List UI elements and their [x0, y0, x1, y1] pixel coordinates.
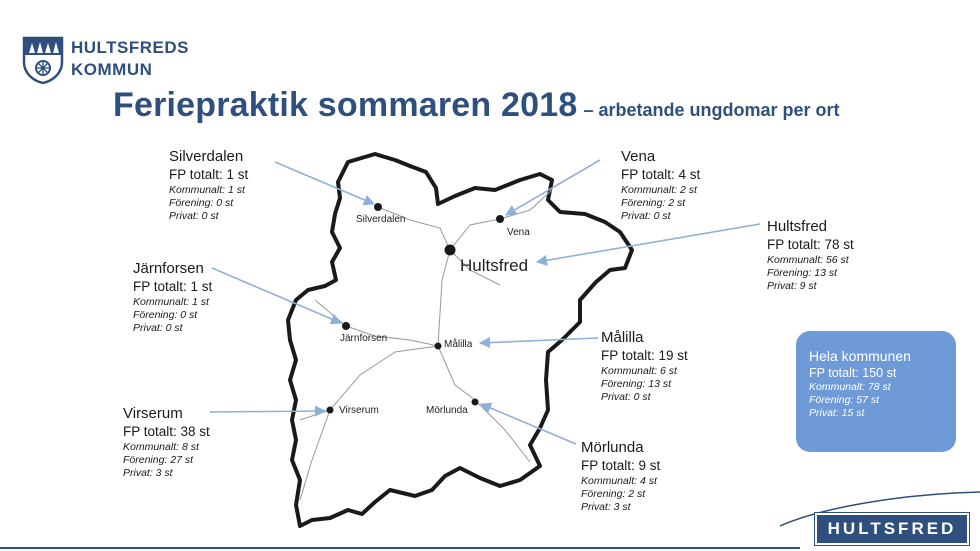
callout-privat: Privat: 0 st: [601, 390, 651, 403]
arrow-morlunda: [481, 404, 576, 444]
callout-name: Järnforsen: [133, 260, 204, 277]
callout-name: Virserum: [123, 405, 183, 422]
town-label-hultsfred: Hultsfred: [460, 256, 529, 275]
callout-morlunda: [581, 439, 660, 514]
summary-kommunalt: Kommunalt: 78 st: [809, 381, 891, 394]
arrow-virserum: [210, 411, 325, 412]
town-dot-vena: [496, 215, 504, 223]
town-label-virserum: Virserum: [339, 405, 379, 416]
callout-kommunalt: Kommunalt: 1 st: [169, 183, 245, 196]
town-dot-malilla: [435, 343, 442, 350]
callout-name: Silverdalen: [169, 148, 244, 165]
summary-privat: Privat: 15 st: [809, 407, 865, 420]
callout-kommunalt: Kommunalt: 2 st: [621, 183, 697, 196]
callout-total: FP totalt: 1 st: [133, 278, 213, 294]
callout-privat: Privat: 3 st: [123, 466, 173, 479]
summary-total: FP totalt: 150 st: [809, 365, 897, 380]
callout-privat: Privat: 0 st: [621, 209, 671, 222]
arrow-hultsfred: [537, 224, 760, 262]
footer-divider: [0, 547, 800, 549]
logo-text-line1: HULTSFREDS: [71, 38, 190, 57]
brand-badge: HULTSFRED: [815, 513, 969, 545]
callout-privat: Privat: 9 st: [767, 279, 817, 292]
callout-malilla: [601, 329, 688, 404]
callout-name: Målilla: [601, 329, 644, 346]
town-label-malilla: Målilla: [444, 339, 473, 350]
callout-forening: Förening: 27 st: [123, 453, 194, 466]
arrow-silverdalen: [275, 162, 374, 204]
callout-total: FP totalt: 9 st: [581, 457, 661, 473]
callout-kommunalt: Kommunalt: 4 st: [581, 474, 657, 487]
callout-total: FP totalt: 38 st: [123, 423, 210, 439]
town-dot-silverdalen: [374, 203, 382, 211]
arrow-jarnforsen: [212, 268, 341, 323]
callout-name: Vena: [621, 148, 656, 165]
summary-box: [796, 331, 956, 452]
callout-hultsfred: [767, 218, 854, 293]
town-label-morlunda: Mörlunda: [426, 405, 468, 416]
callout-total: FP totalt: 19 st: [601, 347, 688, 363]
title-subtitle: – arbetande ungdomar per ort: [583, 100, 840, 120]
callout-jarnforsen: [133, 260, 212, 335]
town-dot-jarnforsen: [342, 322, 350, 330]
callout-name: Mörlunda: [581, 439, 644, 456]
callout-kommunalt: Kommunalt: 6 st: [601, 364, 677, 377]
callout-silverdalen: [169, 148, 248, 223]
logo-text-line2: KOMMUN: [71, 60, 153, 79]
callout-forening: Förening: 0 st: [133, 308, 198, 321]
callout-forening: Förening: 13 st: [601, 377, 672, 390]
callout-kommunalt: Kommunalt: 8 st: [123, 440, 199, 453]
callout-forening: Förening: 2 st: [581, 487, 646, 500]
callout-total: FP totalt: 1 st: [169, 166, 249, 182]
callout-privat: Privat: 0 st: [133, 321, 183, 334]
callout-virserum: [123, 405, 210, 480]
town-dot-morlunda: [472, 399, 479, 406]
callout-total: FP totalt: 4 st: [621, 166, 701, 182]
callout-privat: Privat: 0 st: [169, 209, 219, 222]
town-dot-virserum: [327, 407, 334, 414]
callout-forening: Förening: 2 st: [621, 196, 686, 209]
summary-name: Hela kommunen: [809, 348, 911, 364]
arrow-malilla: [480, 338, 598, 343]
town-label-vena: Vena: [507, 227, 530, 238]
title-main: Feriepraktik sommaren 2018: [113, 86, 578, 124]
callout-privat: Privat: 3 st: [581, 500, 631, 513]
callout-name: Hultsfred: [767, 218, 828, 235]
callout-forening: Förening: 0 st: [169, 196, 234, 209]
callout-forening: Förening: 13 st: [767, 266, 838, 279]
summary-forening: Förening: 57 st: [809, 394, 880, 407]
callout-vena: [621, 148, 700, 223]
town-dot-hultsfred: [445, 245, 456, 256]
town-label-silverdalen: Silverdalen: [356, 214, 406, 225]
callout-kommunalt: Kommunalt: 1 st: [133, 295, 209, 308]
callout-total: FP totalt: 78 st: [767, 236, 854, 252]
town-label-jarnforsen: Järnforsen: [340, 333, 388, 344]
callout-kommunalt: Kommunalt: 56 st: [767, 253, 849, 266]
